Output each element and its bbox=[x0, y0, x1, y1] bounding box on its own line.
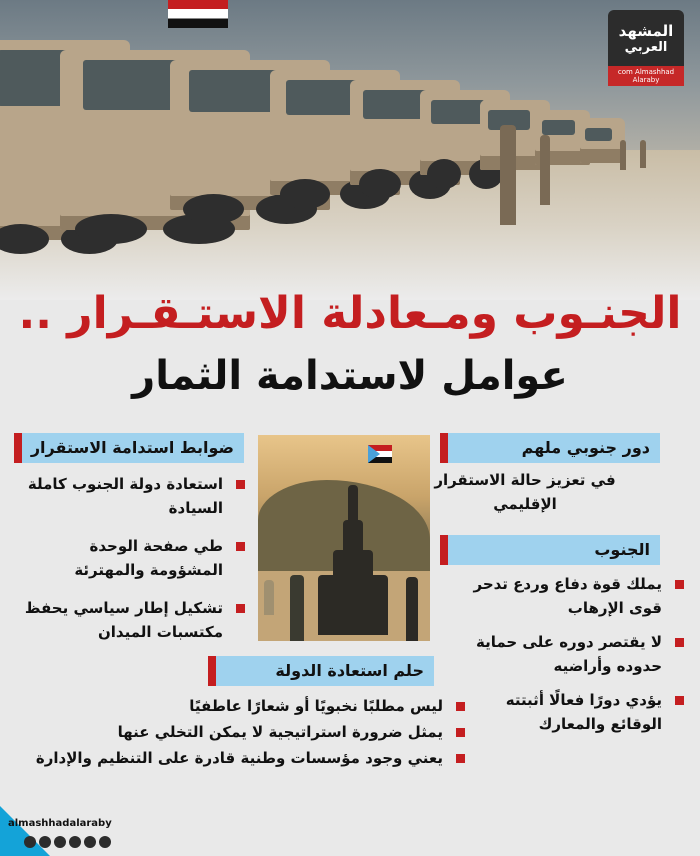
list-item: يمثل ضرورة استراتيجية لا يمكن التخلي عنها bbox=[10, 720, 465, 744]
social-icons bbox=[24, 836, 111, 848]
twitter-icon[interactable] bbox=[39, 836, 51, 848]
flag-icon bbox=[368, 445, 392, 463]
list-item: ليس مطلبًا نخبويًا أو شعارًا عاطفيًا bbox=[10, 694, 465, 718]
main-title: الجنـوب ومـعادلة الاستـقـرار .. bbox=[18, 288, 682, 339]
telegram-icon[interactable] bbox=[84, 836, 96, 848]
section-heading-south: الجنوب bbox=[440, 535, 660, 565]
logo-line1: المشهد bbox=[618, 22, 674, 40]
list-item: يؤدي دورًا فعالًا أثبتته الوقائع والمعارك bbox=[434, 688, 684, 736]
role-description: في تعزيز حالة الاستقرار الإقليمي bbox=[434, 471, 616, 513]
hero-photo bbox=[0, 0, 700, 300]
flag-icon bbox=[168, 0, 228, 28]
youtube-icon[interactable] bbox=[54, 836, 66, 848]
footer-handle: almashhadalaraby bbox=[8, 818, 112, 829]
list-item: استعادة دولة الجنوب كاملة السيادة bbox=[10, 472, 245, 520]
whatsapp-icon[interactable] bbox=[99, 836, 111, 848]
section-heading-state: حلم استعادة الدولة bbox=[208, 656, 434, 686]
center-photo bbox=[258, 435, 430, 641]
subtitle: عوامل لاستدامة الثمار bbox=[132, 353, 568, 399]
facebook-icon[interactable] bbox=[24, 836, 36, 848]
list-item: يملك قوة دفاع وردع تدحر قوى الإرهاب bbox=[434, 572, 684, 620]
brand-logo bbox=[608, 10, 684, 86]
instagram-icon[interactable] bbox=[69, 836, 81, 848]
logo-latin: com Almashhad Alaraby bbox=[608, 66, 684, 86]
list-item: لا يقتصر دوره على حماية حدوده وأراضيه bbox=[434, 630, 684, 678]
section-heading-role: دور جنوبي ملهم bbox=[440, 433, 660, 463]
list-item: يعني وجود مؤسسات وطنية قادرة على التنظيم والإدارة bbox=[10, 746, 465, 770]
section-heading-stability: ضوابط استدامة الاستقرار bbox=[14, 433, 244, 463]
corner-accent bbox=[0, 806, 50, 856]
logo-line2: العربي bbox=[624, 40, 668, 55]
list-item: طي صفحة الوحدة المشؤومة والمهترئة bbox=[10, 534, 245, 582]
list-item: تشكيل إطار سياسي يحفظ مكتسبات الميدان bbox=[10, 596, 245, 644]
